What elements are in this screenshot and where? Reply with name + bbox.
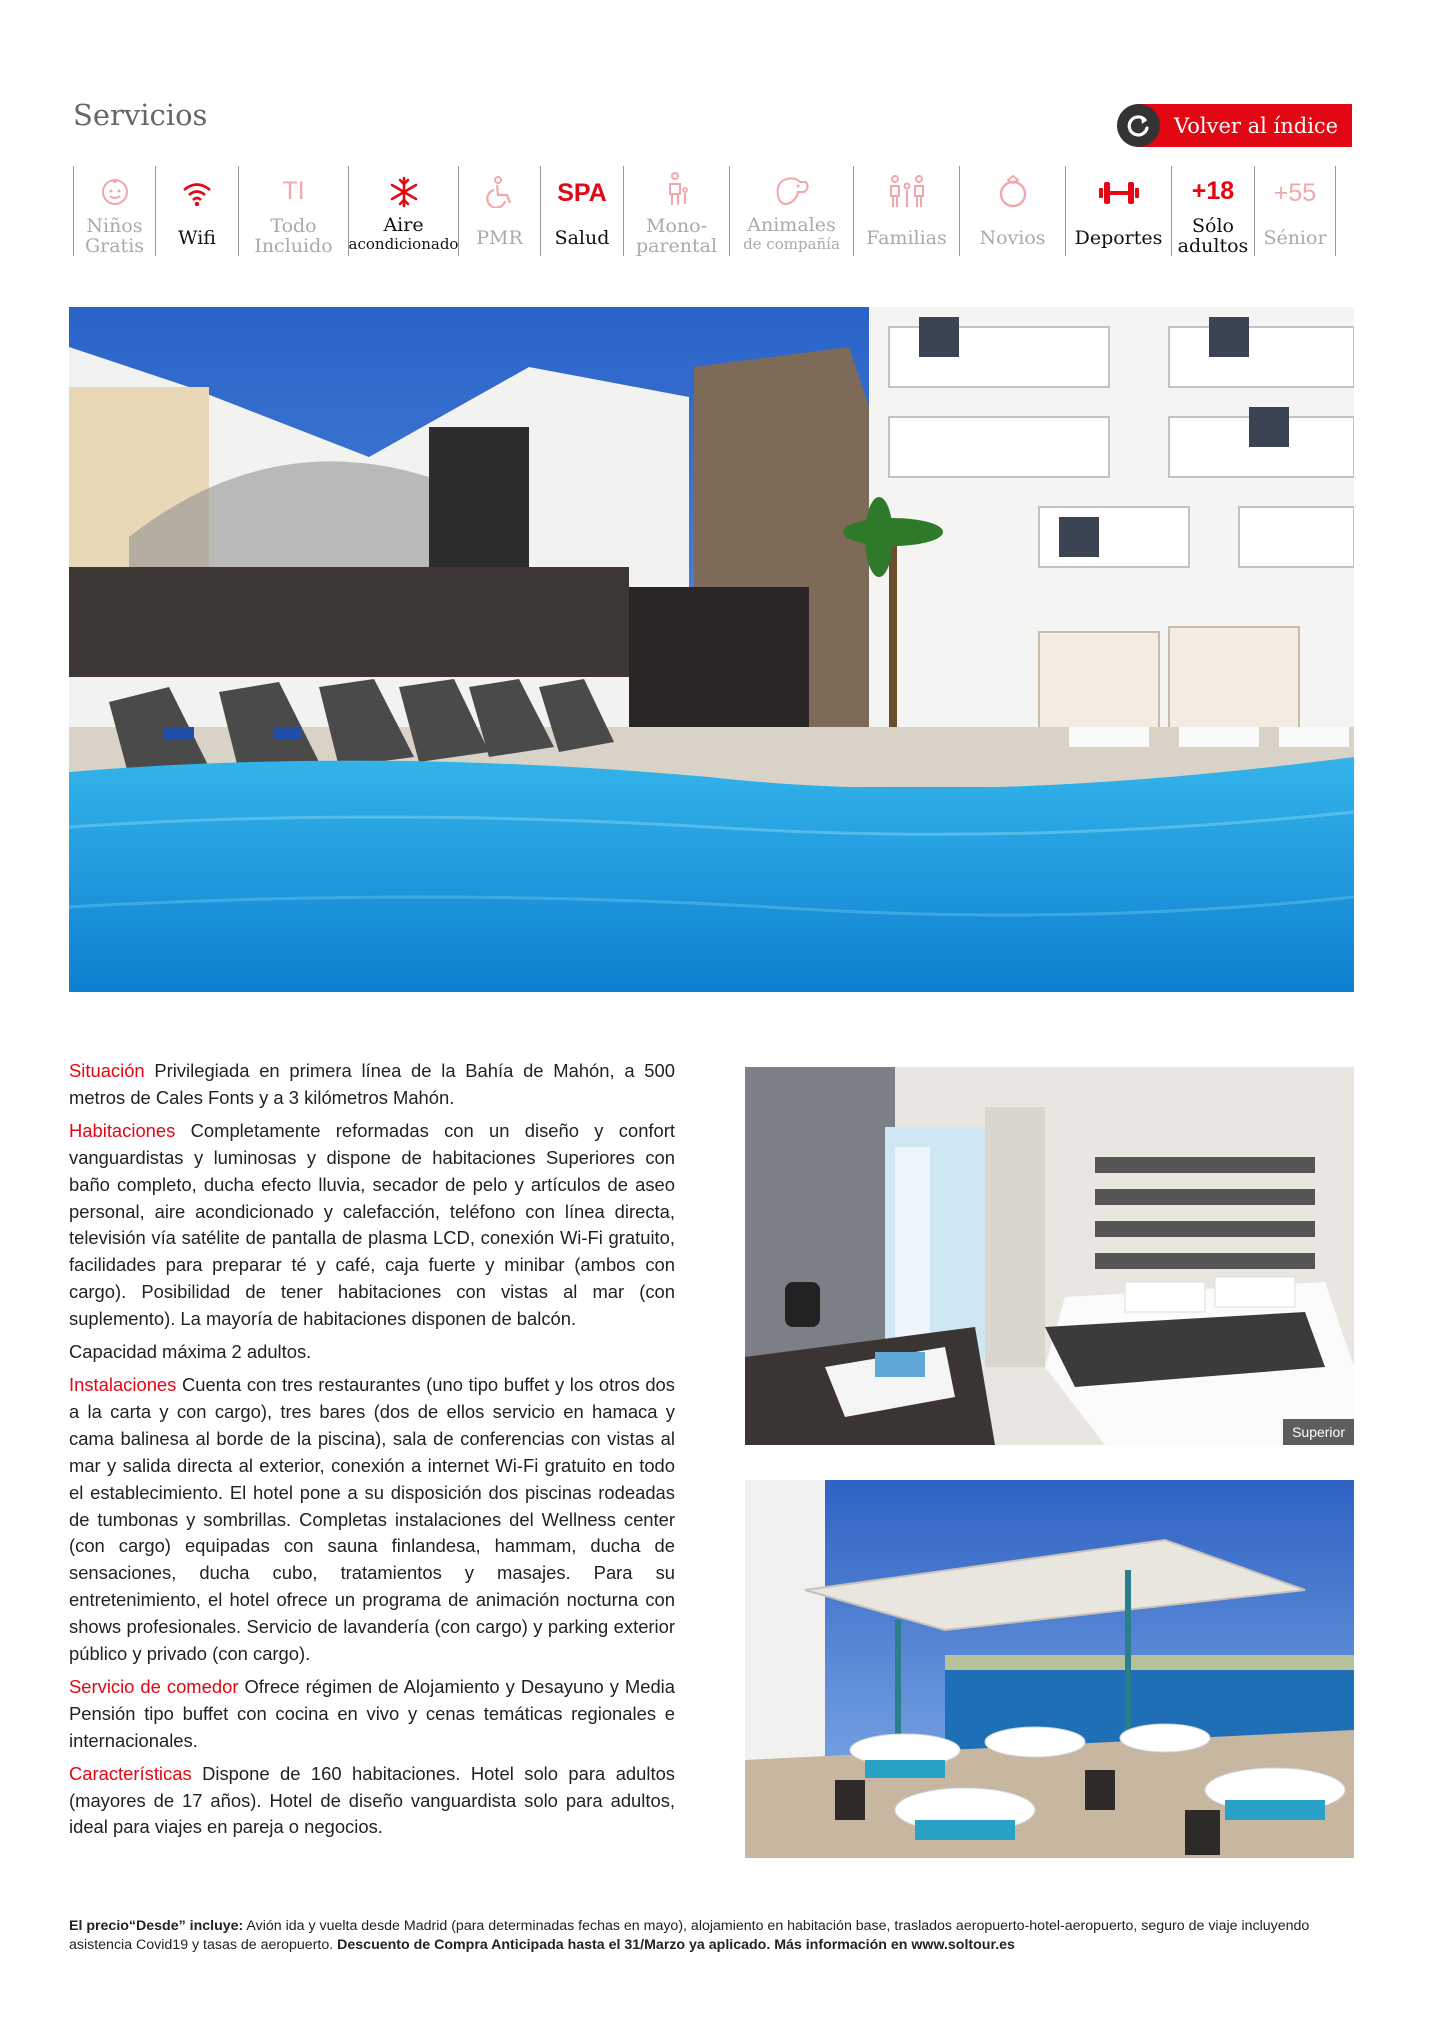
dog-icon [772,166,812,208]
room-caption-badge: Superior [1283,1419,1354,1445]
service-novios: Novios [959,166,1065,256]
service-deportes: Deportes [1065,166,1171,256]
page-title: Servicios [73,98,208,132]
spa-text-icon: SPA [557,179,607,207]
dumbbell-icon [1097,166,1141,208]
snowflake-icon [388,166,420,208]
plus18-text-icon: +18 [1191,177,1235,205]
plus55-text-icon: +55 [1273,179,1317,207]
single-parent-icon [662,166,692,206]
service-pmr: PMR [458,166,540,256]
footer-bold-tail: Descuento de Compra Anticipada hasta el 31/Marzo ya aplicado. Más información en www.soltour.es [337,1937,1015,1953]
hotel-pool-photo [69,307,1354,992]
section-capacidad: Capacidad máxima 2 adultos. [69,1341,312,1363]
section-title: Instalaciones [69,1373,177,1395]
service-ninos-gratis: Niños Gratis [73,166,155,256]
family-icon [887,166,927,208]
back-to-index-button[interactable] [1118,104,1352,147]
section-title: Servicio de comedor [69,1675,239,1697]
section-habitaciones: Habitaciones Completamente reformadas con un diseño y confort vanguardistas y luminosas y dispone de habitaciones Superiores con baño completo, ducha efecto lluvia, secador de pelo y artículos de aseo personal, aire acondicionado y calefacción, teléfono con línea directa, televisión vía satélite de pantalla de plasma LCD, conexión Wi-Fi gratuito, facilidades para preparar té y café, caja fuerte y minibar (ambos con cargo). Posibilidad de tener habitaciones con vistas al mar (con suplemento). La mayoría de habitaciones disponen de balcón. [69,1119,675,1330]
wheelchair-icon [485,166,515,208]
service-wifi: Wifi [155,166,238,256]
service-senior: +55 Sénior [1254,166,1336,256]
section-instalaciones: Instalaciones Cuenta con tres restaurantes (uno tipo buffet y los otros dos a la carta y con cargo), tres bares (dos de ellos servicio en hamaca y cama balinesa al borde de la piscina), sala de conferencias con vistas al mar y salida directa al exterior, conexión a internet Wi-Fi gratuito en todo el establecimiento. El hotel pone a su disposición dos piscinas rodeadas de tumbonas y sombrillas. Completas instalaciones del Wellness center (con cargo) equipadas con sauna finlandesa, hammam, ducha de sensaciones, ducha cubo, tratamientos y masajes. Para su entretenimiento, el hotel ofrece un programa de animación nocturna con shows profesionales. Servicio de lavandería (con cargo) y parking exterior público y privado (con cargo). [69,1373,675,1665]
section-comedor: Servicio de comedor Ofrece régimen de Alojamiento y Desayuno y Media Pensión tipo buffet con cocina en vivo y cenas temáticas regionales e internacionales. [69,1675,675,1751]
section-caracteristicas: Características Dispone de 160 habitaciones. Hotel solo para adultos (mayores de 17 años). Hotel de diseño vanguardista solo para adultos, ideal para viajes en pareja o negocios. [69,1762,675,1838]
ti-text-icon: TI [282,177,305,205]
terrace-photo [745,1480,1354,1858]
section-situacion: Situación Privilegiada en primera línea de la Bahía de Mahón, a 500 metros de Cales Fonts y a 3 kilómetros Mahón. [69,1060,675,1108]
hotel-description [69,1058,675,1847]
service-aire-acondicionado: Aire acondicionado [348,166,458,256]
footer-note [69,1917,1354,1955]
room-photo [745,1067,1354,1445]
service-salud: SPA Salud [540,166,623,256]
service-monoparental: Mono- parental [623,166,729,256]
wifi-icon [181,166,213,208]
baby-face-icon [100,166,130,206]
footer-label: El precio“Desde” incluye: [69,1918,244,1934]
services-row [73,166,1357,256]
service-familias: Familias [853,166,959,256]
back-button-label: Volver al índice [1174,113,1339,138]
service-solo-adultos: +18 Sólo adultos [1171,166,1254,256]
ring-icon [998,166,1028,208]
service-animales: Animales de compañía [729,166,853,256]
section-title: Habitaciones [69,1119,176,1141]
back-arrow-icon [1117,104,1160,147]
footer-text: Avión ida y vuelta desde Madrid (para determinadas fechas en mayo), alojamiento en habitación base, traslados aeropuerto-hotel-aeropuerto, seguro de viaje incluyendo asistencia Covid19 y tasas de aeropuerto. [69,1918,1310,1953]
service-todo-incluido: TI Todo Incluido [238,166,348,256]
section-title: Situación [69,1060,145,1081]
section-title: Características [69,1762,192,1784]
